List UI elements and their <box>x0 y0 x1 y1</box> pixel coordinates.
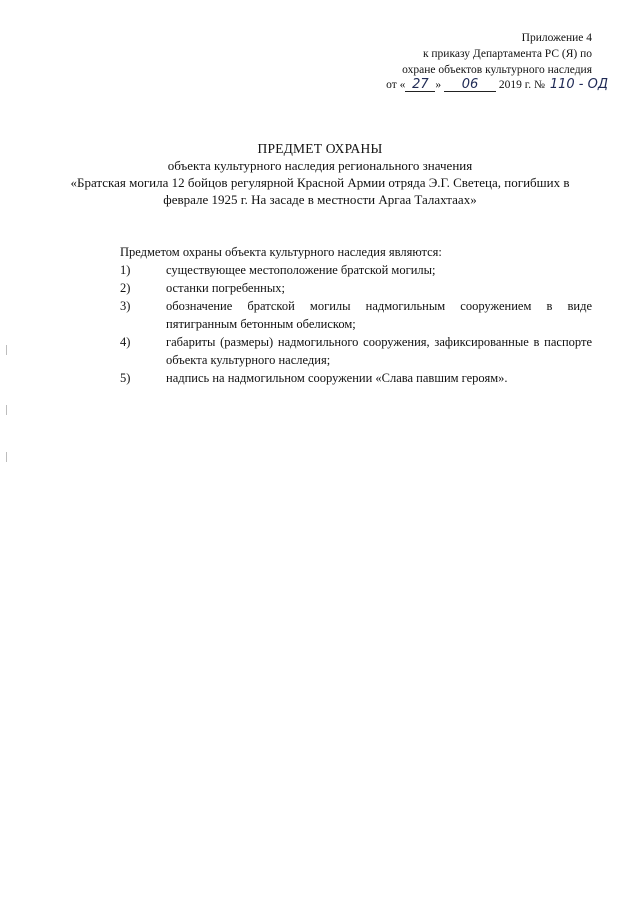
list-marker: 3) <box>120 299 131 313</box>
list-item <box>120 369 592 387</box>
title-heading: ПРЕДМЕТ ОХРАНЫ <box>257 141 383 156</box>
date-mid: » <box>435 79 442 91</box>
title-object-name-line2: феврале 1925 г. На засаде в местности Аргаа Талахтаах» <box>163 192 477 207</box>
list-item-text: надпись на надмогильном сооружении «Слава павшим героям». <box>166 371 508 385</box>
scan-edge-mark <box>6 345 7 355</box>
date-prefix: от « <box>386 79 406 91</box>
list-item <box>120 261 592 279</box>
list-item <box>120 279 592 297</box>
appendix-header <box>292 30 592 78</box>
date-year: 2019 г. № <box>498 79 545 91</box>
list-item <box>28 333 592 369</box>
document-body <box>120 243 592 387</box>
handwritten-day: 27 <box>405 78 435 92</box>
list-marker: 5) <box>120 371 131 385</box>
document-title <box>60 140 580 208</box>
list-item-text: существующее местоположение братской могилы; <box>166 263 436 277</box>
list-item-text: останки погребенных; <box>166 281 285 295</box>
list-item <box>28 297 592 333</box>
appendix-department: охране объектов культурного наследия <box>402 64 592 76</box>
handwritten-month: 06 <box>444 78 496 92</box>
handwritten-order-number: 110 - ОД <box>549 77 608 92</box>
title-subtitle: объекта культурного наследия регионального значения <box>167 158 473 173</box>
scan-edge-mark <box>6 452 7 462</box>
list-marker: 1) <box>120 263 131 277</box>
list-marker: 2) <box>120 281 131 295</box>
title-object-name-line1: «Братская могила 12 бойцов регулярной Красной Армии отряда Э.Г. Светеца, погибших в <box>70 175 570 190</box>
body-intro: Предметом охраны объекта культурного наследия являются: <box>120 245 442 259</box>
list-item-text: обозначение братской могилы надмогильным сооружением в виде пятигранным бетонным обелиском; <box>166 299 592 331</box>
appendix-order-ref: к приказу Департамента РС (Я) по <box>422 48 592 60</box>
appendix-label: Приложение 4 <box>521 32 592 44</box>
order-date-line <box>386 77 610 93</box>
list-marker: 4) <box>120 335 131 349</box>
scan-edge-mark <box>6 405 7 415</box>
list-item-text: габариты (размеры) надмогильного сооружения, зафиксированные в паспорте объекта культурного наследия; <box>166 335 592 367</box>
